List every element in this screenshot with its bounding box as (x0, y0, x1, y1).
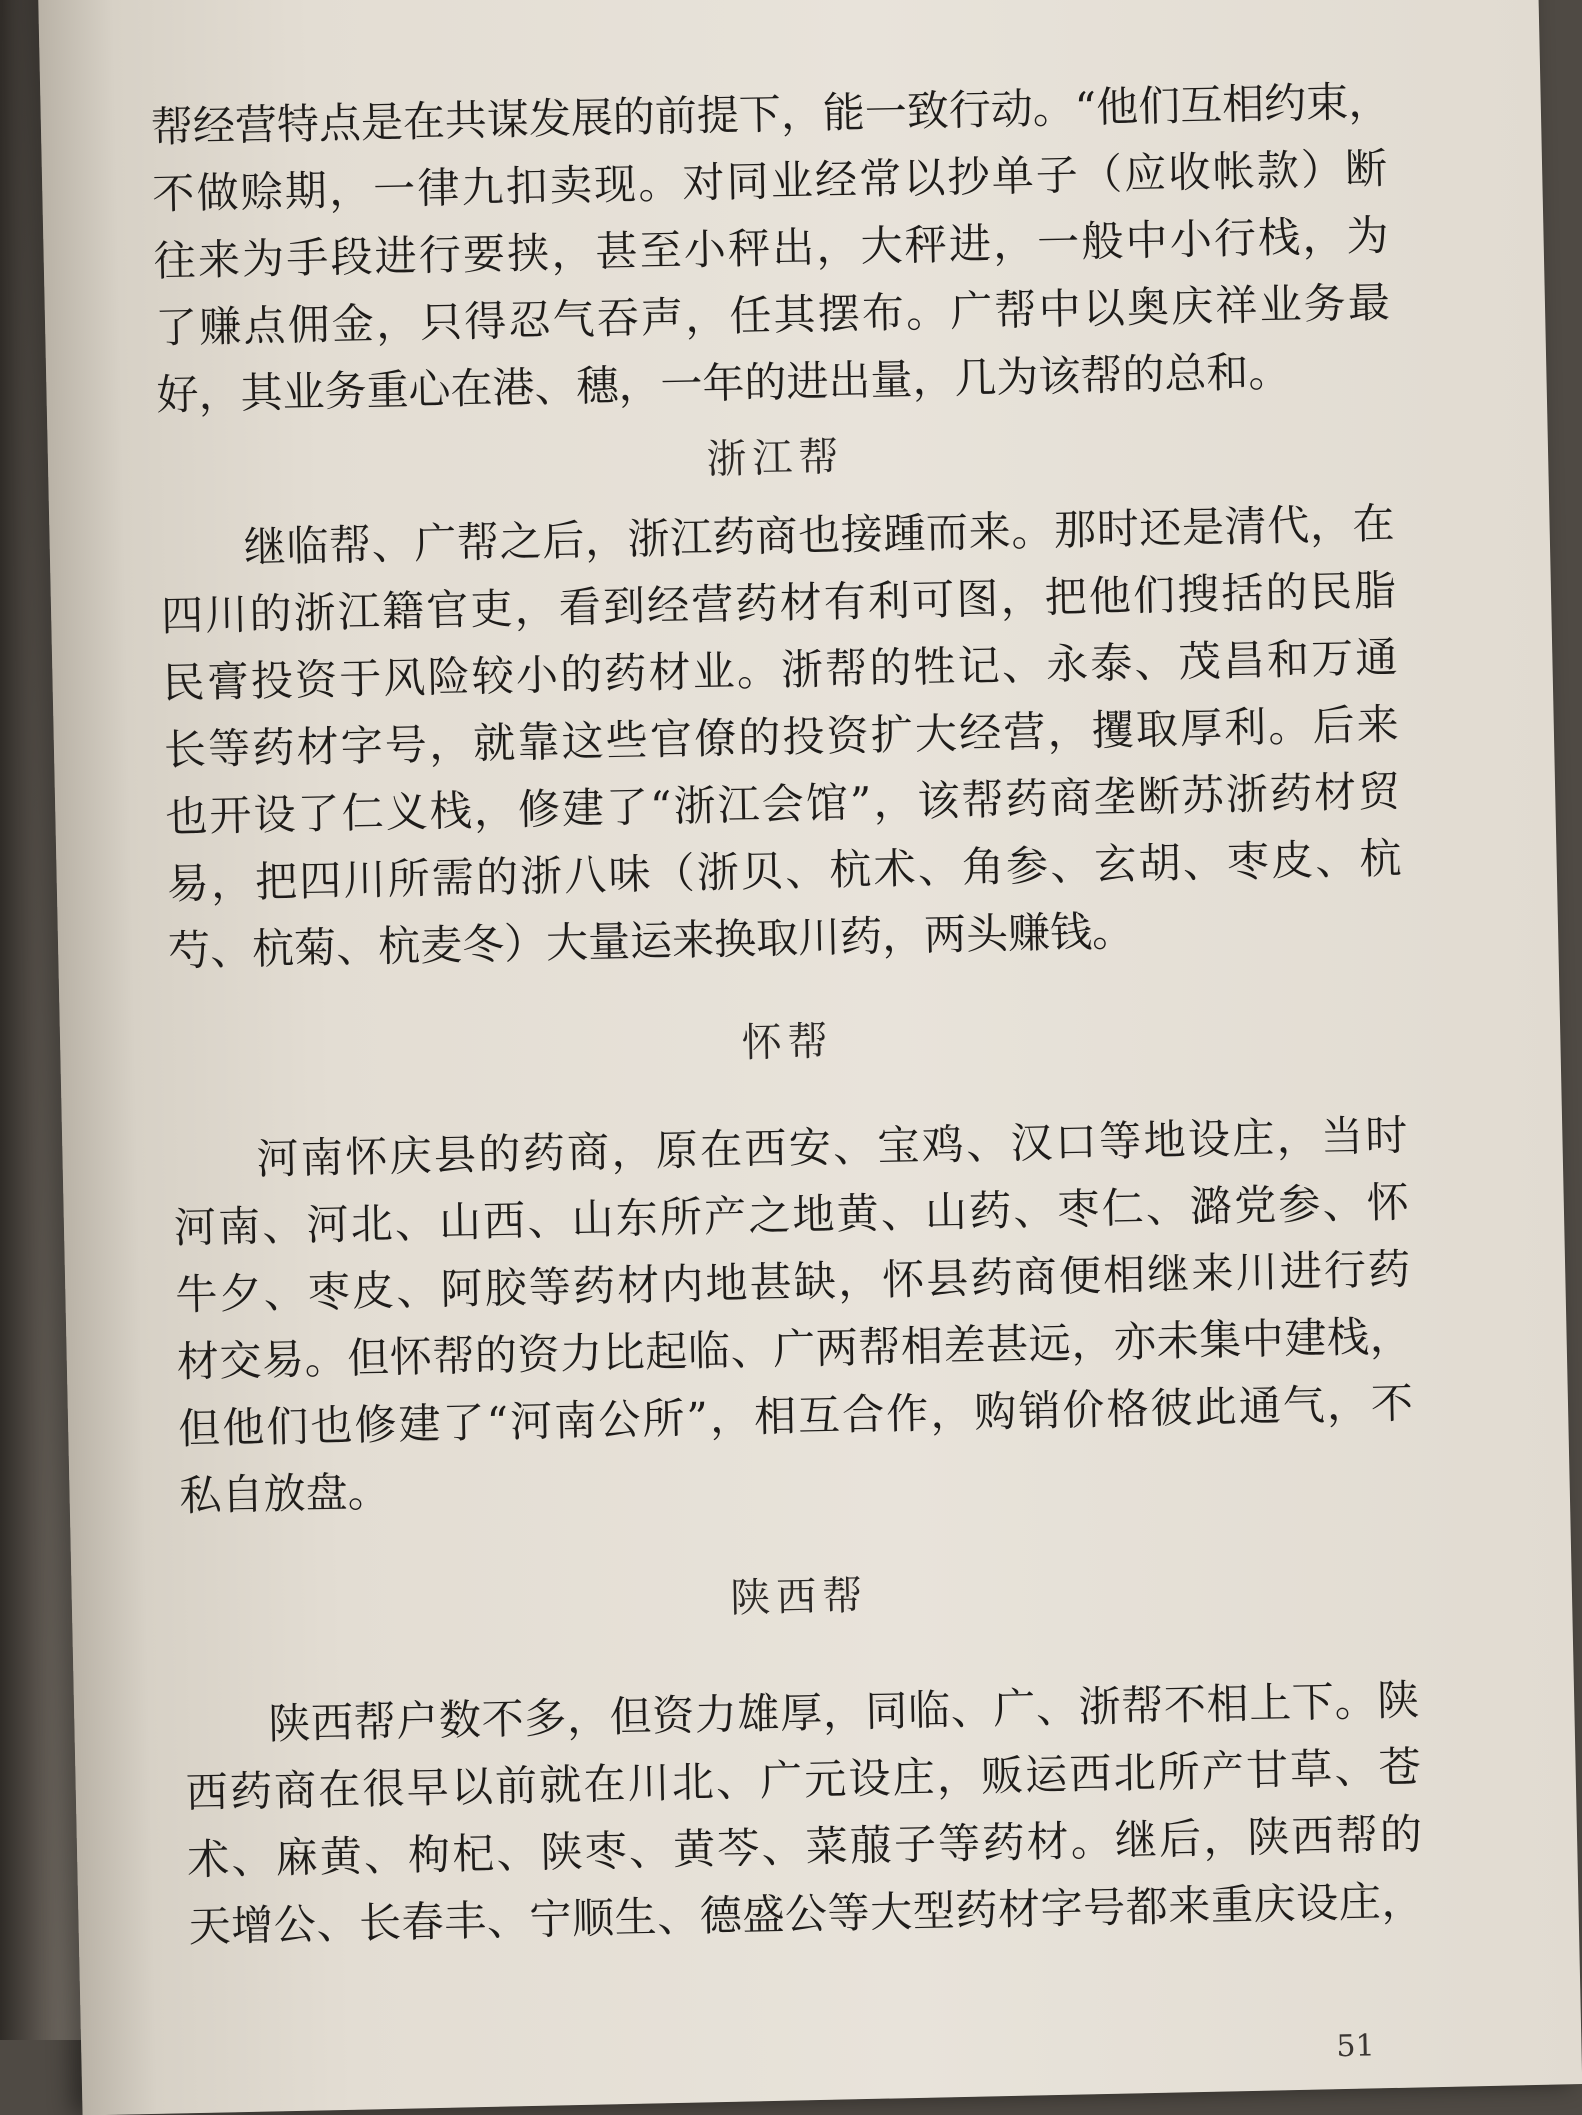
text-line: 不做赊期，一律九扣卖现。对同业经常以抄单子（应收帐款）断 (151, 143, 1388, 219)
section-heading-zhejiang: 浙江帮 (706, 434, 845, 484)
text-line: 好，其业务重心在港、穗，一年的进出量，几为该帮的总和。 (156, 346, 1291, 420)
text-line: 长等药材字号，就靠这些官僚的投资扩大经营，攫取厚利。后来 (163, 699, 1400, 775)
page-text (150, 68, 1424, 1960)
paragraph-shaanxi (184, 1666, 1424, 1960)
text-line: 河南怀庆县的药商，原在西安、宝鸡、汉口等地设庄，当时 (256, 1110, 1408, 1184)
text-line: 术、麻黄、枸杞、陕枣、黄芩、菜菔子等药材。继后，陕西帮的 (186, 1809, 1423, 1885)
text-line: 私自放盘。 (179, 1466, 391, 1521)
text-line: 帮经营特点是在共谋发展的前提下，能一致行动。“他们互相约束， (150, 76, 1391, 152)
text-line: 陕西帮户数不多，但资力雄厚，同临、广、浙帮不相上下。陕 (267, 1675, 1420, 1749)
text-line: 易，把四川所需的浙八味（浙贝、杭术、角参、玄胡、枣皮、杭 (166, 833, 1403, 909)
paragraph-zhejiang (159, 490, 1404, 985)
section-heading-shaanxi: 陕西帮 (729, 1572, 869, 1622)
text-line: 材交易。但怀帮的资力比起临、广两帮相差甚远，亦未集中建栈， (176, 1311, 1413, 1387)
text-line: 也开设了仁义栈，修建了“浙江会馆”，该帮药商垄断苏浙药材贸 (164, 766, 1401, 842)
book-page (38, 0, 1582, 2115)
text-line: 了赚点佣金，只得忍气吞声，任其摆布。广帮中以奥庆祥业务最 (154, 277, 1391, 353)
text-line: 牛夕、枣皮、阿胶等药材内地甚缺，怀县药商便相继来川进行药 (174, 1244, 1411, 1320)
page-number: 51 (1336, 2028, 1375, 2065)
text-line: 继临帮、广帮之后，浙江药商也接踵而来。那时还是清代，在 (243, 498, 1396, 572)
intro-paragraph (150, 68, 1392, 429)
text-line: 河南、河北、山西、山东所产之地黄、山药、枣仁、潞党参、怀 (173, 1177, 1410, 1253)
paragraph-huai (172, 1102, 1415, 1530)
text-line: 但他们也修建了“河南公所”，相互合作，购销价格彼此通气，不 (177, 1378, 1414, 1454)
text-line: 天增公、长春丰、宁顺生、德盛公等大型药材字号都来重庆设庄， (188, 1876, 1424, 1952)
text-line: 芍、杭菊、杭麦冬）大量运来换取川药，两头赚钱。 (167, 906, 1135, 976)
text-line: 民膏投资于风险较小的药材业。浙帮的牲记、永泰、茂昌和万通 (162, 632, 1398, 708)
text-line: 四川的浙江籍官吏，看到经营药材有利可图，把他们搜括的民脂 (160, 565, 1397, 641)
section-heading-huai: 怀帮 (741, 1018, 835, 1067)
text-line: 西药商在很早以前就在川北、广元设庄，贩运西北所产甘草、苍 (185, 1742, 1422, 1818)
text-line: 往来为手段进行要挟，甚至小秤出，大秤进，一般中小行栈，为 (153, 210, 1389, 286)
